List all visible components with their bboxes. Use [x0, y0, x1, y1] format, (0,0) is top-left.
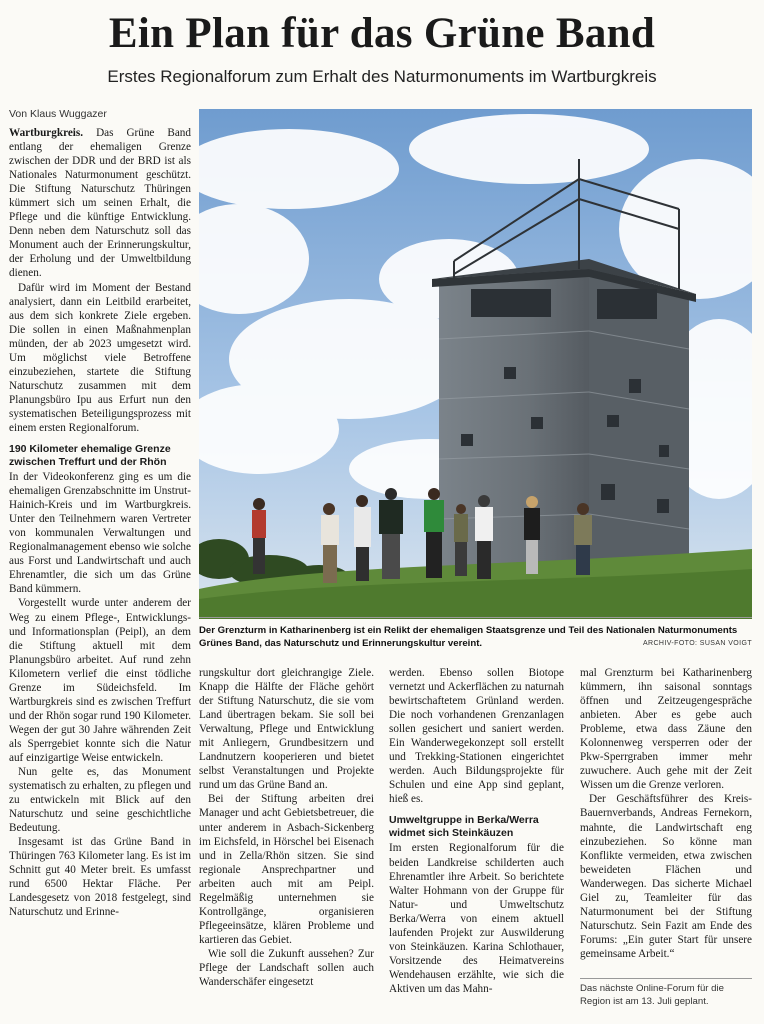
article-column-3	[389, 666, 564, 996]
paragraph: werden. Ebenso sollen Biotope vernetzt und Ackerflächen zu naturnah bewirtschaftetem Grünland werden. Die noch vorhandenen Grenzanlagen sollen gesichert und saniert werden. Ein Wanderwegekonzept soll erstellt und Trekking-Stationen eingerichtet werden. Auch Bildungsprojekte für Schulen und eine App sind geplant, hieß es.	[389, 667, 564, 806]
paragraph: Bei der Stiftung arbeiten drei Manager und acht Gebietsbetreuer, die unter anderem in Asbach-Sickenberg im Eichsfeld, in Hörschel bei Eisenach und in Zella/Rhön sitzen. Sie sind regionale Ansprechpartner und arbeiten auch mit am Peipl. Regelmäßig unternehmen sie Kontrollgänge, organisieren Pflegeeinsätze, klären Probleme und kartieren das Gebiet.	[199, 793, 374, 946]
paragraph: Im ersten Regionalforum für die beiden Landkreise schilderten auch Ehrenamtler ihre Arbeit. So berichtete Walter Hohmann von der Gruppe für Natur- und Umweltschutz Berka/Werra von einem aktuell laufenden Projekt zur Auswilderung von Steinkäuzen. Karina Schlothauer, Vorsitzende des Heimatvereins Wendehausen erzählte, wie sich die Aktiven um das Mahn-	[389, 842, 564, 995]
paragraph: In der Videokonferenz ging es um die ehemaligen Grenzabschnitte im Unstrut-Hainich-Kreis und im Wartburgkreis. Unter den Teilnehmern waren Vertreter von kommunalen Verwaltungen und Regionalmanagement ebenso wie solche aus Forst und Landwirtschaft und auch Ehrenamtler, die sich um das Grüne Band kümmern.	[9, 471, 191, 596]
footnote: Das nächste Online-Forum für die Region ist am 13. Juli geplant.	[580, 978, 752, 1008]
paragraph: Wie soll die Zukunft aussehen? Zur Pflege der Landschaft sollen auch Wanderschäfer eingesetzt	[199, 947, 374, 989]
photo-credit: ARCHIV-FOTO: SUSAN VOIGT	[642, 640, 752, 647]
paragraph: mal Grenzturm bei Katharinenberg kümmern, ihn saisonal sonntags öffnen und Zeitzeugengespräche anbieten. Aber es gebe auch Probleme, etwa dass Zäune den Kolonnenweg versperren oder der Pkw-Sperrgraben immer mehr zuwuchere. Auch gehe mit der Zeit Wissen um die Grenze verloren.	[580, 667, 752, 792]
subheading: 190 Kilometer ehemalige Grenze zwischen Treffurt und der Rhön	[9, 443, 171, 469]
dateline: Wartburgkreis.	[9, 127, 84, 139]
subheading: Umweltgruppe in Berka/Werra widmet sich Steinkäuzen	[389, 814, 539, 840]
photo-caption: Der Grenzturm in Katharinenberg ist ein Relikt der ehemaligen Staatsgrenze und Teil des Nationalen Naturmonuments Grünes Band, das Naturschutz und Erinnerungskultur vereint.	[199, 625, 738, 649]
paragraph: Das Grüne Band entlang der ehemaligen Grenze zwischen der DDR und der BRD ist als Nationales Naturmonument geschützt. Die Stiftung Naturschutz Thüringen kümmert sich um seinen Erhalt, die Pflege und die künftige Entwicklung. Denn neben dem Naturschutz soll das Monument auch der Erinnerungskultur, der Erholung und der Umweltbildung dienen.	[9, 127, 191, 280]
paragraph: Vorgestellt wurde unter anderem der Weg zu einem Pflege-, Entwicklungs- und Informationsplan (Peipl), an dem die Stiftung aktuell mit dem Planungsbüro arbeitet. Auf rund zehn Kilometern verlief die einst tödliche Grenze im Südeichsfeld. Im Wartburgkreis sind es zwischen Treffurt und der Rhön sogar rund 190 Kilometer. Wegen der gut 30 Jahre währenden Zeit als Sperrgebiet konnte sich die Natur auf einzigartige Weise entwickeln.	[9, 597, 191, 764]
paragraph: rungskultur dort gleichrangige Ziele. Knapp die Hälfte der Fläche gehört der Stiftung Naturschutz, die sie vom Land übertragen bekam. Sie soll bei Verwaltung, Pflege und Entwicklung mit Anliegern, Grundbesitzern und Landnutzern kooperieren und bietet selbst Veranstaltungen und Projekte rund um das Grüne Band an.	[199, 667, 374, 792]
divider	[199, 617, 752, 618]
byline: Von Klaus Wuggazer	[9, 108, 107, 120]
headline: Ein Plan für das Grüne Band	[108, 10, 656, 57]
paragraph: Dafür wird im Moment der Bestand analysiert, dann ein Leitbild erarbeitet, aus dem sich konkrete Ziele ergeben. Die sollen in einen Maßnahmenplan münden, der ab 2023 umgesetzt wird. Um möglichst viele Betroffene einzubeziehen, startete die Stiftung Naturschutz zusammen mit dem Planungsbüro Ipu aus Erfurt nun den systematischen Beteiligungsprozess mit einem ersten Regionalforum.	[9, 281, 191, 434]
article-column-2	[199, 666, 374, 989]
paragraph: Insgesamt ist das Grüne Band in Thüringen 763 Kilometer lang. Es ist im Schnitt gut 40 Meter breit. Es umfasst rund 6500 Hektar Fläche. Per Landesgesetz von 2018 festgelegt, sind Naturschutz und Erinne-	[9, 836, 191, 919]
photo-grenzturm	[199, 109, 752, 619]
article-column-4	[580, 666, 752, 961]
paragraph: Nun gelte es, das Monument systematisch zu erhalten, zu pflegen und zu entwickeln mit Blick auf den Naturschutz und seine geschichtliche Bedeutung.	[9, 766, 191, 835]
subheadline: Erstes Regionalforum zum Erhalt des Naturmonuments im Wartburgkreis	[107, 67, 657, 86]
paragraph: Der Geschäftsführer des Kreis-Bauernverbands, Andreas Fernekorn, mahnte, die Landwirtschaft eng einzubeziehen. So könne man Konflikte vermeiden, etwa zwischen beweideten Flächen und Wanderwegen. Das sicherte Michael Giel zu, Teamleiter für das Naturmonument bei der Stiftung Naturschutz. Sein Fazit am Ende des Forums: „Ein guter Start für unsere gemeinsame Arbeit.“	[580, 793, 752, 960]
article-column-1	[9, 126, 191, 920]
